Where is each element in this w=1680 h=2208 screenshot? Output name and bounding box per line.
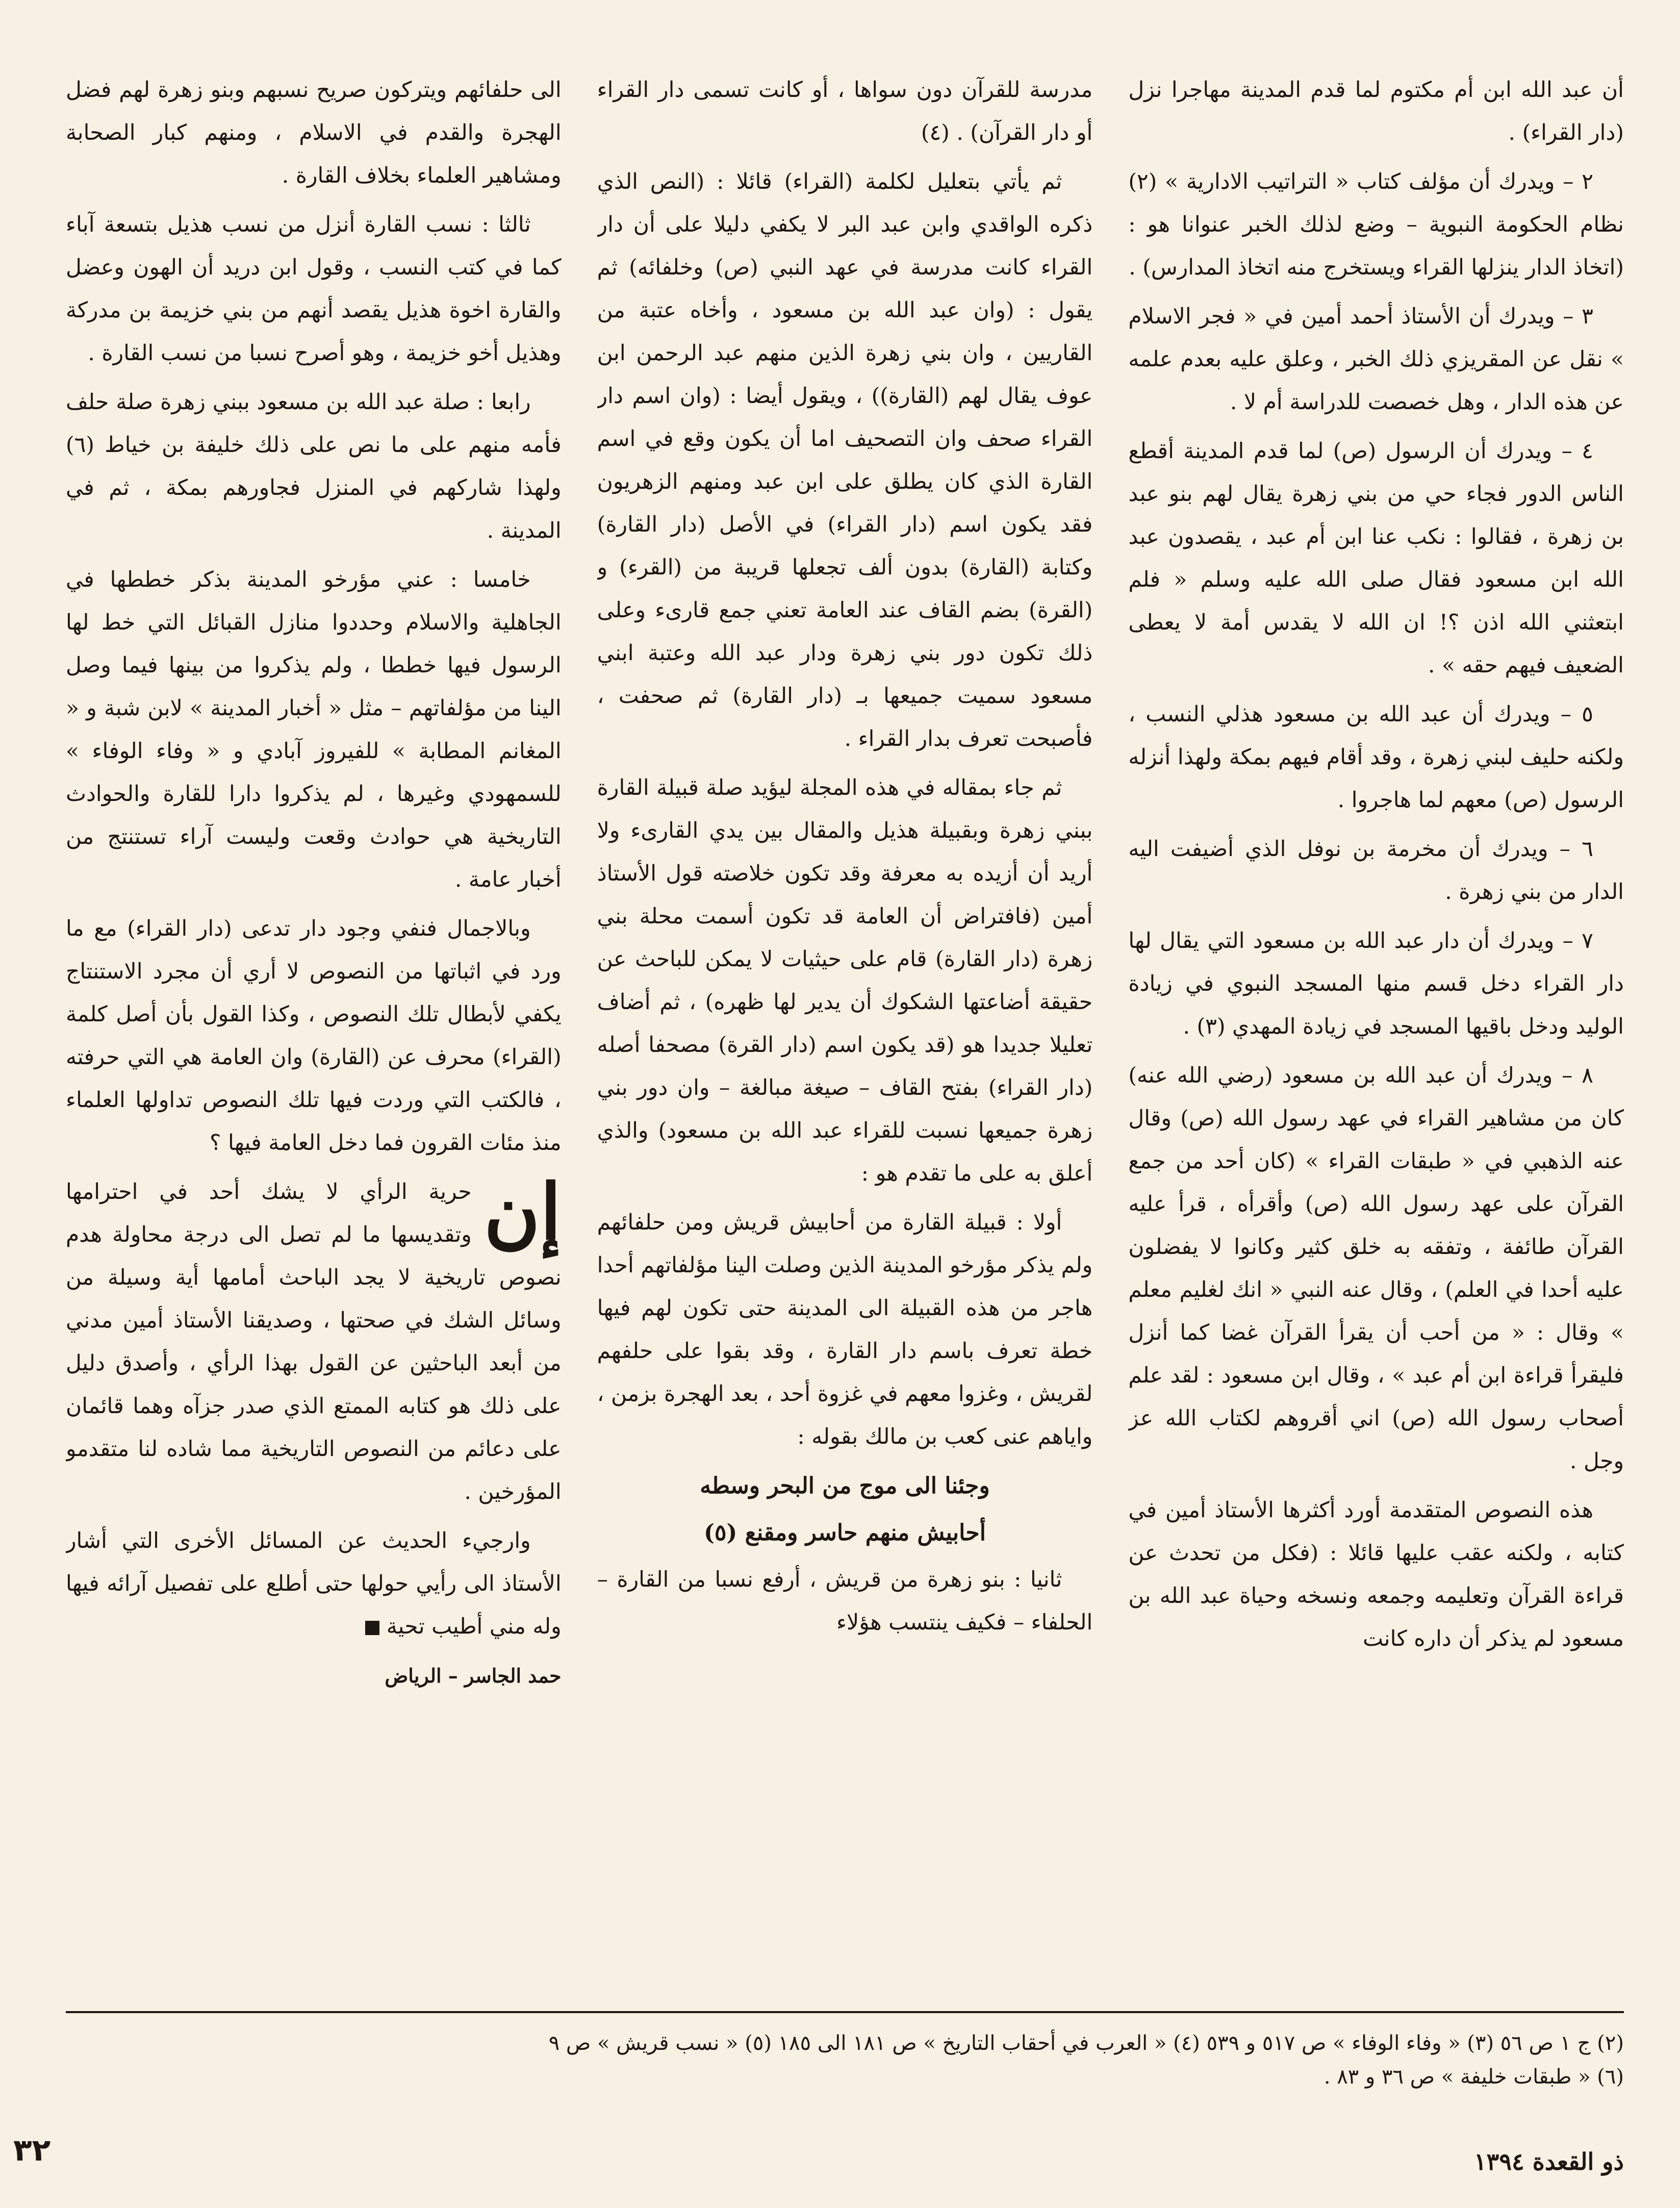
footnote-line: (٢) ج ١ ص ٥٦ (٣) « وفاء الوفاء » ص ٥١٧ و ٥٣٩ (٤) « العرب في أحقاب التاريخ » ص ١٨١ الى ١٨٥ (٥) « نسب قريش » ص ٩ [548, 2031, 1624, 2055]
closing-paragraph [66, 1520, 562, 1648]
footnotes [66, 2026, 1624, 2094]
page-number: ٣٢ [13, 2132, 51, 2168]
paragraph: ٨ – ويدرك أن عبد الله بن مسعود (رضي الله عنه) كان من مشاهير القراء في عهد رسول الله (ص) وقال عنه الذهبي في « طبقات القراء » (كان أحد من جمع القرآن على عهد رسول الله (ص) وأقرأه ، قرأ عليه القرآن طائفة ، وتفقه به خلق كثير وكانوا لا يفضلون عليه أحدا في العلم) ، وقال عنه النبي « انك لغليم معلم » وقال : « من أحب أن يقرأ القرآن غضا كما أنزل فليقرأ قراءة ابن أم عبد » ، وقال ابن مسعود : لقد علم أصحاب رسول الله (ص) اني أقروهم لكتاب الله عز وجل . [1128, 1063, 1624, 1474]
paragraph: أن عبد الله ابن أم مكتوم لما قدم المدينة مهاجرا نزل (دار القراء) . [1128, 78, 1624, 145]
paragraph: خامسا : عني مؤرخو المدينة بذكر خططها في الجاهلية والاسلام وحددوا منازل القبائل التي خط لها الرسول فيها خططا ، ولم يذكروا من بينها فيما وصل الينا من مؤلفاتهم – مثل « أخبار المدينة » لابن شبة و « المغانم المطابة » للفيروز آبادي و « وفاء الوفاء » للسمهودي وغيرها ، لم يذكروا دارا للقارة والحوادث التاريخية هي حوادث وقعت وليست آراء تستنتج من أخبار عامة . [65, 567, 562, 892]
column-3 [66, 69, 562, 1997]
dropcap-text: حرية الرأي لا يشك أحد في احترامها وتقديسها ما لم تصل الى درجة محاولة هدم نصوص تاريخية لا يجد الباحث أمامها أية وسيلة من وسائل الشك في صحتها ، وصديقنا الأستاذ أمين مدني من أبعد الباحثين عن القول بهذا الرأي ، وأصدق دليل على ذلك هو كتابه الممتع الذي صدر جزآه وهما قائمان على دعائم من النصوص التاريخية مما شاده لنا متقدمو المؤرخين . [65, 1180, 562, 1504]
paragraph: ٦ – ويدرك أن مخرمة بن نوفل الذي أضيفت اليه الدار من بني زهرة . [1128, 837, 1624, 905]
dropcap-paragraph [65, 1167, 562, 1514]
paragraph: ٥ – ويدرك أن عبد الله بن مسعود هذلي النسب ، ولكنه حليف لبني زهرة ، وقد أقام فيهم بمكة ولهذا أنزله الرسول (ص) معهم لما هاجروا . [1128, 702, 1624, 813]
paragraph: ثم يأتي بتعليل لكلمة (القراء) قائلا : (النص الذي ذكره الواقدي وابن عبد البر لا يكفي دليلا على أن دار القراء كانت مدرسة في عهد النبي (ص) وخلفائه) ثم يقول : (وان عبد الله بن مسعود ، وأخاه عتبة من القاريين ، وان بني زهرة الذين منهم عبد الرحمن ابن عوف يقال لهم (القارة)) ، ويقول أيضا : (وان اسم دار القراء صحف وان التصحيف اما أن يكون وقع في اسم القارة الذي كان يطلق على ابن عبد ومنهم الزهريون فقد يكون اسم (دار القراء) في الأصل (دار القارة) وكتابة (القارة) بدون ألف تجعلها قريبة من (القرء) و (القرة) بضم القاف عند العامة تعني جمع قارىء وعلى ذلك تكون دور بني زهرة ودار عبد الله وعتبة ابني مسعود سميت جميعها بـ (دار القارة) ثم صحفت ، فأصبحت تعرف بدار القراء . [597, 169, 1093, 751]
paragraph: الى حلفائهم ويتركون صريح نسبهم وبنو زهرة لهم فضل الهجرة والقدم في الاسلام ، ومنهم كبار الصحابة ومشاهير العلماء بخلاف القارة . [65, 78, 562, 188]
verse-line-1: وجئنا الى موج من البحر وسطه [700, 1473, 990, 1499]
end-mark-icon [365, 1621, 379, 1635]
paragraph: وبالاجمال فنفي وجود دار تدعى (دار القراء) مع ما ورد في اثباتها من النصوص لا أري أن مجرد الاستنتاج يكفي لأبطال تلك النصوص ، وكذا القول بأن أصل كلمة (القراء) محرف عن (القارة) وان العامة هي التي حرفته ، فالكتب التي وردت فيها تلك النصوص تداولها العلماء منذ مئات القرون فما دخل العامة فيها ؟ [65, 916, 562, 1156]
paragraph: ٤ – ويدرك أن الرسول (ص) لما قدم المدينة أقطع الناس الدور فجاء حي من بني زهرة يقال لهم بنو عبد بن زهرة ، فقالوا : نكب عنا ابن أم عبد ، يقصدون عبد الله ابن مسعود فقال صلى الله عليه وسلم « فلم ابتعثني الله اذن ؟! ان الله لا يقدس أمة لا يعطى الضعيف فيهم حقه » . [1128, 439, 1624, 678]
paragraph: ٣ – ويدرك أن الأستاذ أحمد أمين في « فجر الاسلام » نقل عن المقريزي ذلك الخبر ، وعلق عليه بعدم علمه عن هذه الدار ، وهل خصصت للدراسة أم لا . [1128, 304, 1624, 415]
paragraph: ٧ – ويدرك أن دار عبد الله بن مسعود التي يقال لها دار القراء دخل قسم منها المسجد النبوي في زيادة الوليد ودخل باقيها المسجد في زيادة المهدي (٣) . [1128, 929, 1624, 1039]
paragraph: ثم جاء بمقاله في هذه المجلة ليؤيد صلة قبيلة القارة ببني زهرة وبقبيلة هذيل والمقال بين يدي القارىء ولا أريد أن أزيده به معرفة وقد تكون خلاصته قول الأستاذ أمين (فافتراض أن العامة قد تكون أسمت محلة بني زهرة (دار القارة) قام على حيثيات لا يمكن للباحث عن حقيقة أضاعتها الشكوك أن يدير لها ظهره) ، ثم أضاف تعليلا جديدا هو (قد يكون اسم (دار القرة) مصحفا أصله (دار القراء) بفتح القاف – صيغة مبالغة – وان دور بني زهرة جميعها نسبت للقراء عبد الله بن مسعود) والذي أعلق به على ما تقدم هو : [597, 775, 1093, 1186]
issue-date: ذو القعدة ١٣٩٤ [1473, 2148, 1624, 2175]
paragraph: رابعا : صلة عبد الله بن مسعود ببني زهرة صلة حلف فأمه منهم على ما نص على ذلك خليفة بن خياط (٦) ولهذا شاركهم في المنزل فجاورهم بمكة ، ثم في المدينة . [65, 390, 562, 543]
author-signature: حمد الجاسر – الرياض [385, 1664, 562, 1687]
dropcap: إن [483, 1167, 562, 1257]
paragraph: ٢ – ويدرك أن مؤلف كتاب « التراتيب الادارية » (٢) نظام الحكومة النبوية – وضع لذلك الخبر عنوانا هو : (اتخاذ الدار ينزلها القراء ويستخرج منه اتخاذ المدارس) . [1128, 169, 1624, 280]
column-1 [1128, 69, 1624, 1997]
paragraph: ثالثا : نسب القارة أنزل من نسب هذيل بتسعة آباء كما في كتب النسب ، وقول ابن دريد أن الهون وعضل والقارة اخوة هذيل يقصد أنهم من بني خزيمة بن مدركة وهذيل أخو خزيمة ، وهو أصرح نسبا من نسب القارة . [65, 212, 562, 366]
closing-text: وارجيء الحديث عن المسائل الأخرى التي أشار الأستاذ الى رأيي حولها حتى أطلع على تفصيل آرائه فيها وله مني أطيب تحية [65, 1528, 562, 1639]
footnote-line: (٦) « طبقات خليفة » ص ٣٦ و ٨٣ . [1323, 2065, 1624, 2089]
verse-line-2: أحابيش منهم حاسر ومقنع (٥) [704, 1520, 986, 1546]
footnote-divider [66, 2011, 1624, 2013]
paragraph: أولا : قبيلة القارة من أحابيش قريش ومن حلفائهم ولم يذكر مؤرخو المدينة الذين وصلت الينا مؤلفاتهم أحدا هاجر من هذه القبيلة الى المدينة حتى تكون لهم فيها خطة تعرف باسم دار القارة ، وقد بقوا على حلفهم لقريش ، وغزوا معهم في غزوة أحد ، بعد الهجرة بزمن ، واياهم عنى كعب بن مالك بقوله : [597, 1210, 1093, 1449]
paragraph: هذه النصوص المتقدمة أورد أكثرها الأستاذ أمين في كتابه ، ولكنه عقب عليها قائلا : (فكل من تحدث عن قراءة القرآن وتعليمه وجمعه ونسخه وحياة عبد الله بن مسعود لم يذكر أن داره كانت [1128, 1498, 1624, 1651]
column-2 [597, 69, 1093, 1997]
paragraph: ثانيا : بنو زهرة من قريش ، أرفع نسبا من القارة – الحلفاء – فكيف ينتسب هؤلاء [597, 1567, 1093, 1635]
article-columns [66, 69, 1624, 1997]
paragraph: مدرسة للقرآن دون سواها ، أو كانت تسمى دار القراء أو دار القرآن) . (٤) [597, 78, 1093, 145]
